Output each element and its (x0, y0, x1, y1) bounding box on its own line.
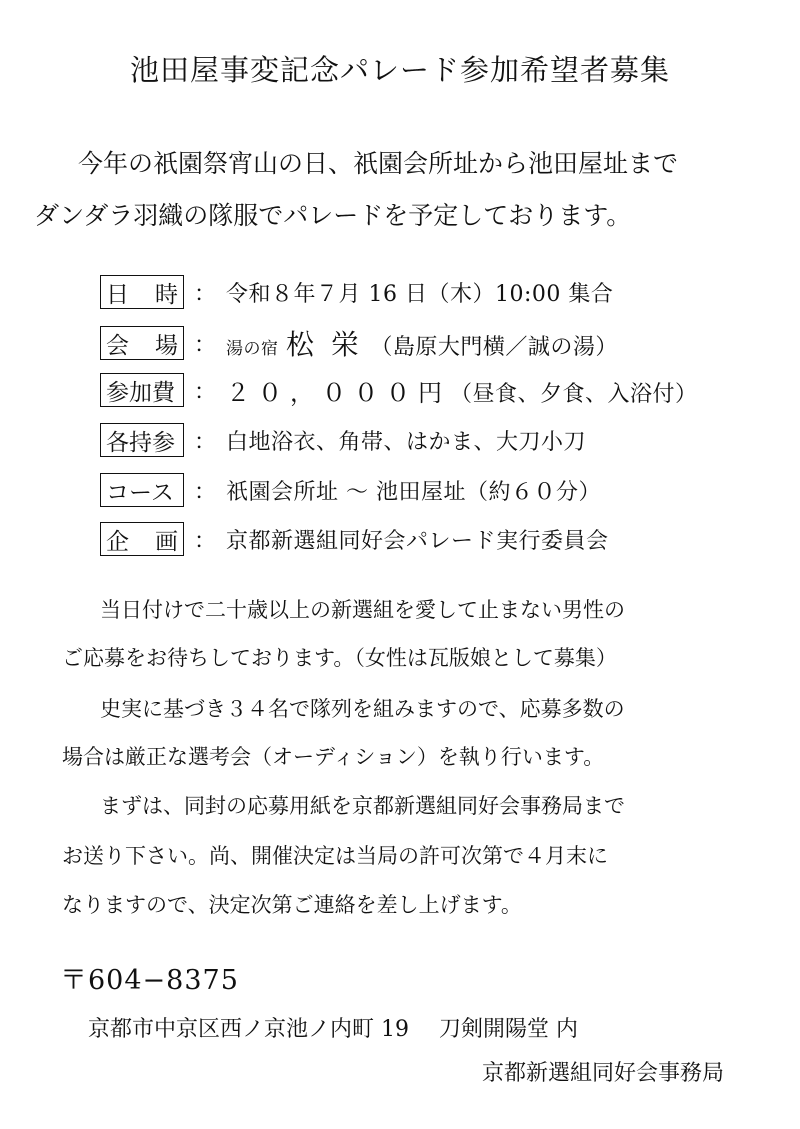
label-course: コース (100, 473, 184, 507)
value-organizer: 京都新選組同好会パレード実行委員会 (226, 528, 609, 554)
label-datetime: 日 時 (100, 275, 184, 309)
address-line: 京都市中京区西ノ京池ノ内町 19 (88, 1017, 409, 1042)
value-bring: 白地浴衣、角帯、はかま、大刀小刀 (226, 429, 587, 455)
venue-prefix: 湯の宿 (226, 339, 279, 359)
body-line-7: なりますので、決定次第ご連絡を差し上げます。 (62, 893, 522, 917)
detail-row-venue (100, 323, 618, 363)
intro-line-2: ダンダラ羽織の隊服でパレードを予定しております。 (34, 201, 632, 230)
colon: ： (193, 479, 216, 505)
fee-note: （昼食、夕食、入浴付） (450, 381, 698, 407)
colon: ： (193, 429, 216, 455)
colon: ： (193, 332, 216, 358)
colon: ： (193, 379, 216, 405)
detail-row-course (100, 470, 601, 510)
body-line-4: 場合は厳正な選考会（オーディション）を執り行います。 (62, 745, 605, 769)
body-line-1: 当日付けで二十歳以上の新選組を愛して止まない男性の (100, 598, 625, 622)
address (88, 1012, 578, 1043)
label-fee: 参加費 (100, 373, 184, 407)
shop-name: 刀剣開陽堂 内 (439, 1017, 578, 1042)
colon: ： (193, 528, 216, 554)
label-venue: 会 場 (100, 326, 184, 360)
colon: ： (193, 281, 216, 307)
value-venue (226, 323, 618, 363)
value-fee (226, 373, 698, 408)
page-title: 池田屋事変記念パレード参加希望者募集 (129, 53, 670, 87)
body-line-2: ご応募をお待ちしております。（女性は瓦版娘として募集） (62, 646, 617, 670)
label-organizer: 企 画 (100, 522, 184, 556)
intro-line-1: 今年の祇園祭宵山の日、祇園会所址から池田屋址まで (78, 149, 679, 178)
postal-code: 〒604−8375 (60, 965, 239, 996)
body-line-5: まずは、同封の応募用紙を京都新選組同好会事務局まで (100, 794, 625, 818)
value-course: 祇園会所址 ～ 池田屋址（約６０分） (226, 479, 601, 505)
body-line-3: 史実に基づき３４名で隊列を組みますので、応募多数の (100, 697, 625, 721)
value-datetime: 令和８年７月 16 日（木）10:00 集合 (226, 281, 614, 307)
label-bring: 各持参 (100, 423, 184, 457)
detail-row-fee (100, 370, 698, 410)
office-name: 京都新選組同好会事務局 (481, 1061, 724, 1086)
fee-amount: ２０，０００円 (226, 378, 450, 407)
detail-row-organizer (100, 519, 609, 559)
detail-row-bring (100, 420, 586, 460)
venue-suffix: （島原大門横／誠の湯） (370, 335, 618, 360)
body-line-6: お送り下さい。尚、開催決定は当局の許可次第で４月末に (62, 844, 608, 868)
detail-row-datetime (100, 272, 613, 312)
venue-name: 松 栄 (286, 328, 363, 361)
